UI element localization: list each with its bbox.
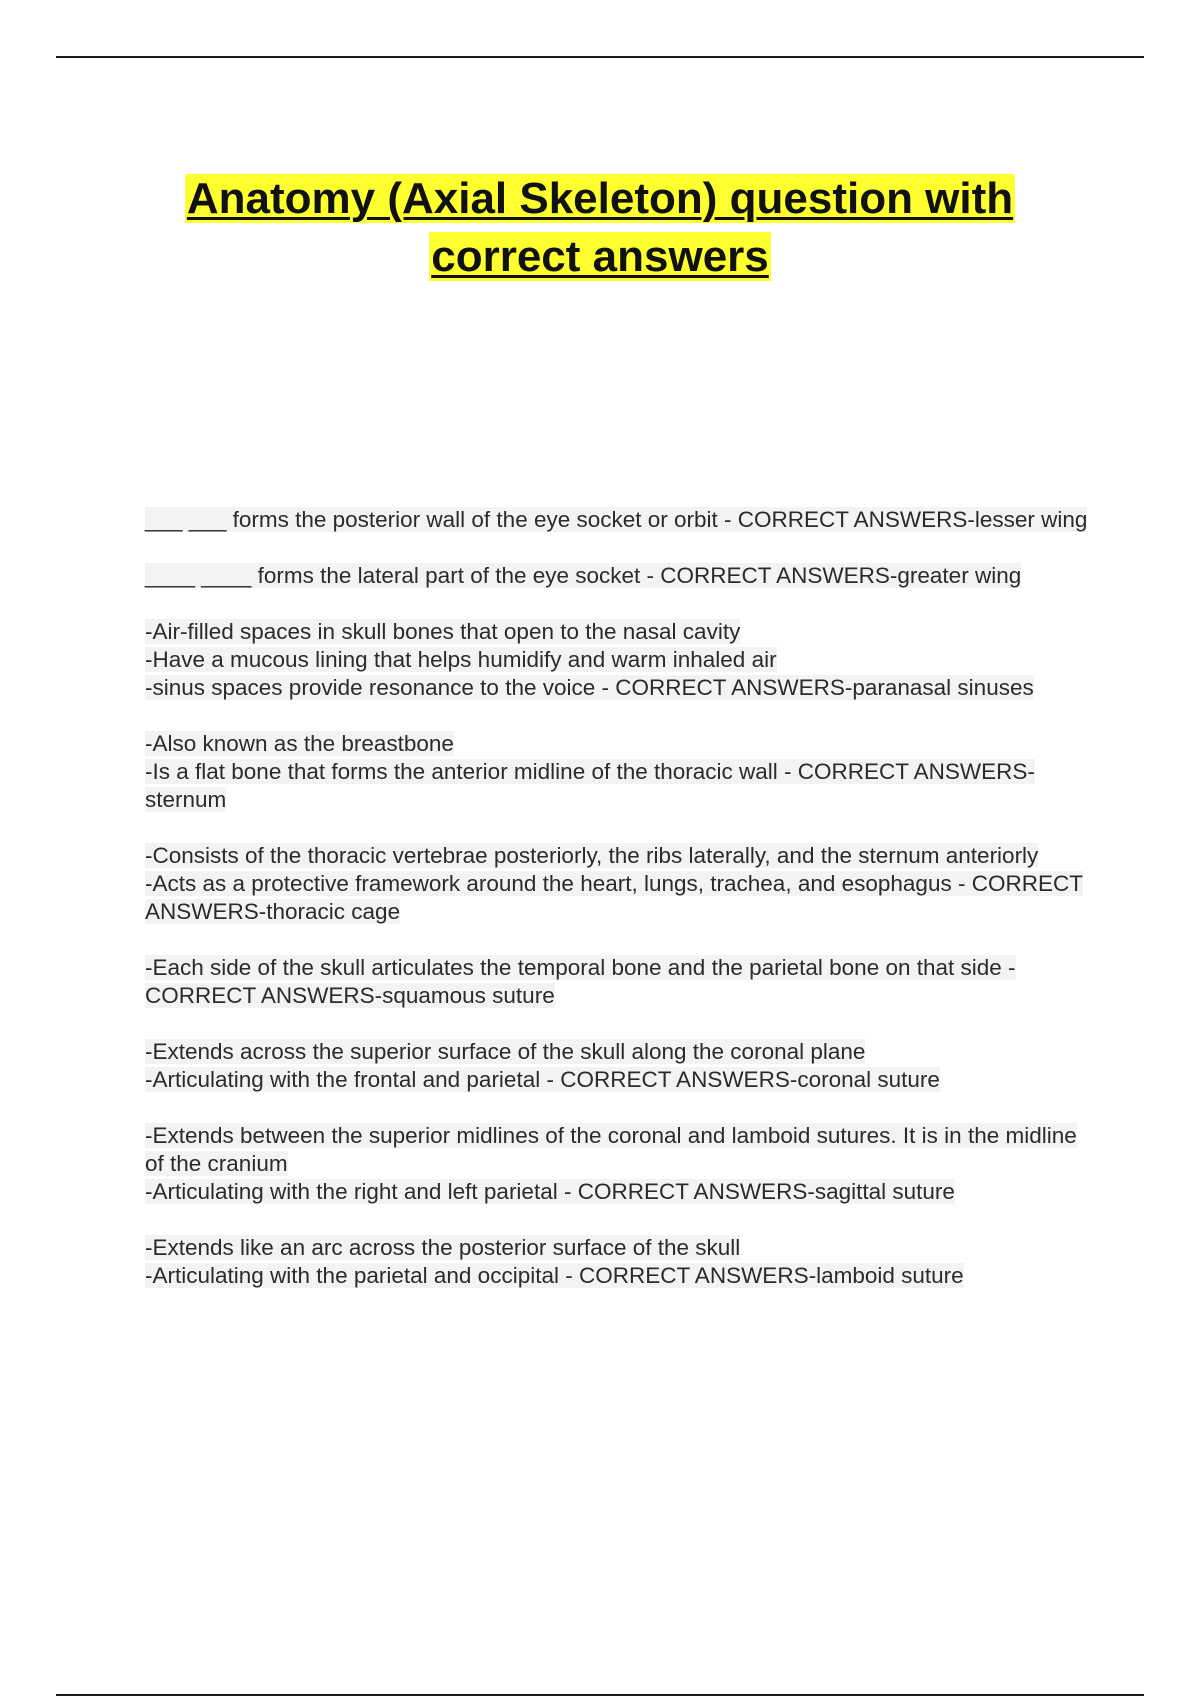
question-line: [145, 1178, 1095, 1206]
question-line-text: -Articulating with the frontal and parietal - CORRECT ANSWERS-coronal suture: [145, 1067, 940, 1092]
title-block: [0, 170, 1200, 286]
question-line: [145, 562, 1095, 590]
question-line-text: -Consists of the thoracic vertebrae posteriorly, the ribs laterally, and the sternum anteriorly: [145, 843, 1039, 868]
question-line-text: ___ ___ forms the posterior wall of the eye socket or orbit - CORRECT ANSWERS-lesser wing: [145, 507, 1088, 532]
question-line-text: -Each side of the skull articulates the temporal bone and the parietal bone on that side - CORRECT ANSWERS-squamous suture: [145, 955, 1016, 1008]
question-answer-item: [145, 1234, 1095, 1290]
question-line: [145, 674, 1095, 702]
question-line: [145, 730, 1095, 758]
document-title-text: Anatomy (Axial Skeleton) question with correct answers: [186, 174, 1014, 281]
question-answer-item: [145, 562, 1095, 590]
question-line: [145, 506, 1095, 534]
question-list: [145, 506, 1095, 1318]
question-line: [145, 1038, 1095, 1066]
question-line-text: ____ ____ forms the lateral part of the eye socket - CORRECT ANSWERS-greater wing: [145, 563, 1022, 588]
document-title: [120, 170, 1080, 286]
question-line: [145, 1066, 1095, 1094]
question-line-text: -Acts as a protective framework around the heart, lungs, trachea, and esophagus - CORRECT ANSWERS-thoracic cage: [145, 871, 1083, 924]
question-line: [145, 954, 1095, 1010]
question-line: [145, 870, 1095, 926]
question-line-text: -Extends between the superior midlines of the coronal and lamboid sutures. It is in the midline of the cranium: [145, 1123, 1077, 1176]
question-line: [145, 1262, 1095, 1290]
question-line-text: -Articulating with the right and left parietal - CORRECT ANSWERS-sagittal suture: [145, 1179, 955, 1204]
question-line: [145, 758, 1095, 814]
question-line-text: -Also known as the breastbone: [145, 731, 454, 756]
question-answer-item: [145, 954, 1095, 1010]
question-line-text: -Air-filled spaces in skull bones that open to the nasal cavity: [145, 619, 741, 644]
question-line: [145, 646, 1095, 674]
question-line: [145, 842, 1095, 870]
question-line: [145, 1122, 1095, 1178]
question-line-text: -Is a flat bone that forms the anterior midline of the thoracic wall - CORRECT ANSWERS-sternum: [145, 759, 1035, 812]
question-answer-item: [145, 1122, 1095, 1206]
question-line-text: -Extends like an arc across the posterior surface of the skull: [145, 1235, 741, 1260]
question-answer-item: [145, 1038, 1095, 1094]
header-rule: [56, 56, 1144, 58]
question-answer-item: [145, 730, 1095, 814]
question-answer-item: [145, 618, 1095, 702]
question-line-text: -sinus spaces provide resonance to the voice - CORRECT ANSWERS-paranasal sinuses: [145, 675, 1034, 700]
question-line: [145, 1234, 1095, 1262]
question-answer-item: [145, 842, 1095, 926]
question-answer-item: [145, 506, 1095, 534]
question-line-text: -Extends across the superior surface of the skull along the coronal plane: [145, 1039, 866, 1064]
question-line-text: -Have a mucous lining that helps humidify and warm inhaled air: [145, 647, 777, 672]
footer-rule: [56, 1694, 1144, 1696]
question-line: [145, 618, 1095, 646]
question-line-text: -Articulating with the parietal and occipital - CORRECT ANSWERS-lamboid suture: [145, 1263, 964, 1288]
